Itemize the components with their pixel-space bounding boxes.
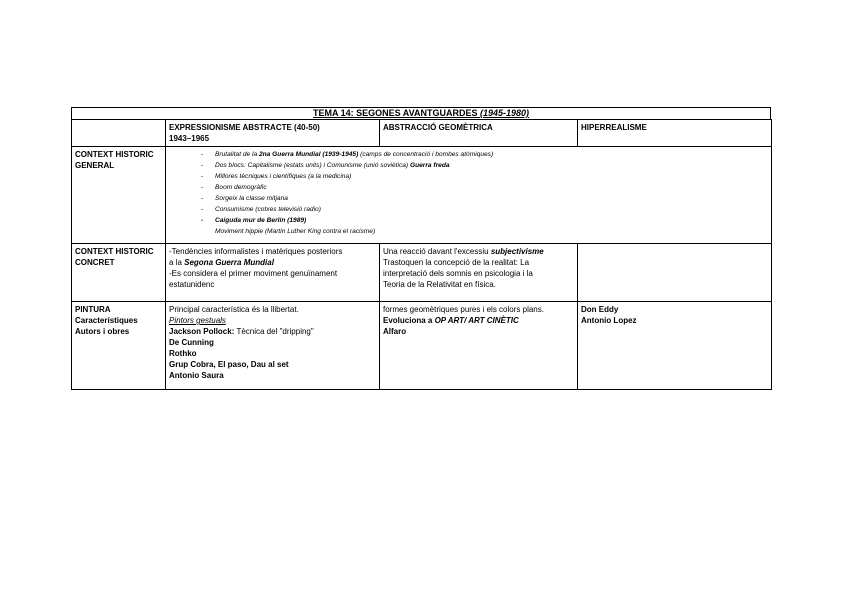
row-context-general — [72, 147, 772, 244]
header-empty-cell — [72, 120, 166, 147]
label-context-general — [72, 147, 166, 244]
label-context-general-2: GENERAL — [75, 161, 115, 170]
header-abstraccio: ABSTRACCIÓ GEOMÈTRICA — [380, 120, 578, 147]
text-line: interpretació dels somnis en psicologia i la — [383, 269, 533, 278]
text-line: a la Segona Guerra Mundial — [169, 258, 274, 267]
row-context-concret — [72, 244, 772, 302]
concret-hiperrealisme — [578, 244, 772, 302]
text-line: estatunidenc — [169, 280, 215, 289]
label-pintura-2: Característiques — [75, 316, 138, 325]
text-line: Alfaro — [383, 327, 407, 336]
list-item: - Sorgeix la classe mitjana — [215, 193, 768, 204]
pintura-expressionisme — [166, 302, 380, 390]
text-line: Rothko — [169, 349, 197, 358]
pintura-abstraccio — [380, 302, 578, 390]
pintura-hiperrealisme — [578, 302, 772, 390]
header-expressionisme-label: EXPRESSIONISME ABSTRACTE (40-50) — [169, 123, 320, 132]
text-line: Antonio Saura — [169, 371, 224, 380]
list-item: - Brutalitat de la 2na Guerra Mundial (1939-1945) (camps de concentració i bombes atòmiques) — [215, 149, 768, 160]
concret-expressionisme — [166, 244, 380, 302]
text-line: Jackson Pollock: Tècnica del "dripping" — [169, 327, 314, 336]
text-line: Teoria de la Relativitat en física. — [383, 280, 496, 289]
label-pintura-3: Autors i obres — [75, 327, 130, 336]
text-line: Antonio Lopez — [581, 316, 637, 325]
list-item: - Caiguda mur de Berlín (1989) — [215, 215, 768, 226]
list-item: - Consumisme (cotxes televisió radio) — [215, 204, 768, 215]
text-line: Grup Cobra, El paso, Dau al set — [169, 360, 289, 369]
text-line: De Cunning — [169, 338, 214, 347]
row-pintura — [72, 302, 772, 390]
label-context-concret-2: CONCRET — [75, 258, 115, 267]
text-line: Principal característica és la llibertat. — [169, 305, 299, 314]
text-line: Evoluciona a OP ART/ ART CINÈTIC — [383, 316, 519, 325]
concret-abstraccio — [380, 244, 578, 302]
title-dates: (1945-1980) — [479, 108, 530, 118]
text-line: Don Eddy — [581, 305, 619, 314]
list-item: - Millores tècniques i científiques (a la medicina) — [215, 171, 768, 182]
header-hiperrealisme: HIPERREALISME — [578, 120, 772, 147]
context-general-list — [169, 149, 768, 237]
text-line: -Tendències informalistes i matèriques posteriors — [169, 247, 343, 256]
list-item: Moviment hippie (Martin Luther King contra el racisme) — [215, 228, 376, 235]
title-text: TEMA 14: SEGONES AVANTGUARDES — [312, 108, 480, 118]
header-row — [72, 120, 772, 147]
text-line: formes geomètriques pures i els colors plans. — [383, 305, 544, 314]
context-general-list-cell — [166, 147, 772, 244]
text-line: Pintors gestuals — [169, 316, 226, 325]
header-expressionisme — [166, 120, 380, 147]
label-pintura-1: PINTURA — [75, 305, 111, 314]
header-expressionisme-dates: 1943–1965 — [169, 134, 210, 143]
label-context-general-1: CONTEXT HISTORIC — [75, 150, 154, 159]
list-item: - Dos blocs: Capitalisme (estats units) i Comunisme (unió soviètica) Guerra freda — [215, 160, 768, 171]
label-pintura — [72, 302, 166, 390]
label-context-concret — [72, 244, 166, 302]
label-context-concret-1: CONTEXT HISTORIC — [75, 247, 154, 256]
text-line: Una reacció davant l'excessiu subjectivisme — [383, 247, 544, 256]
avantguardes-table — [71, 119, 772, 390]
text-line: Trastoquen la concepció de la realitat: La — [383, 258, 530, 267]
text-line: -Es considera el primer moviment genuïnament — [169, 269, 338, 278]
list-item: - Boom demogràfic — [215, 182, 768, 193]
